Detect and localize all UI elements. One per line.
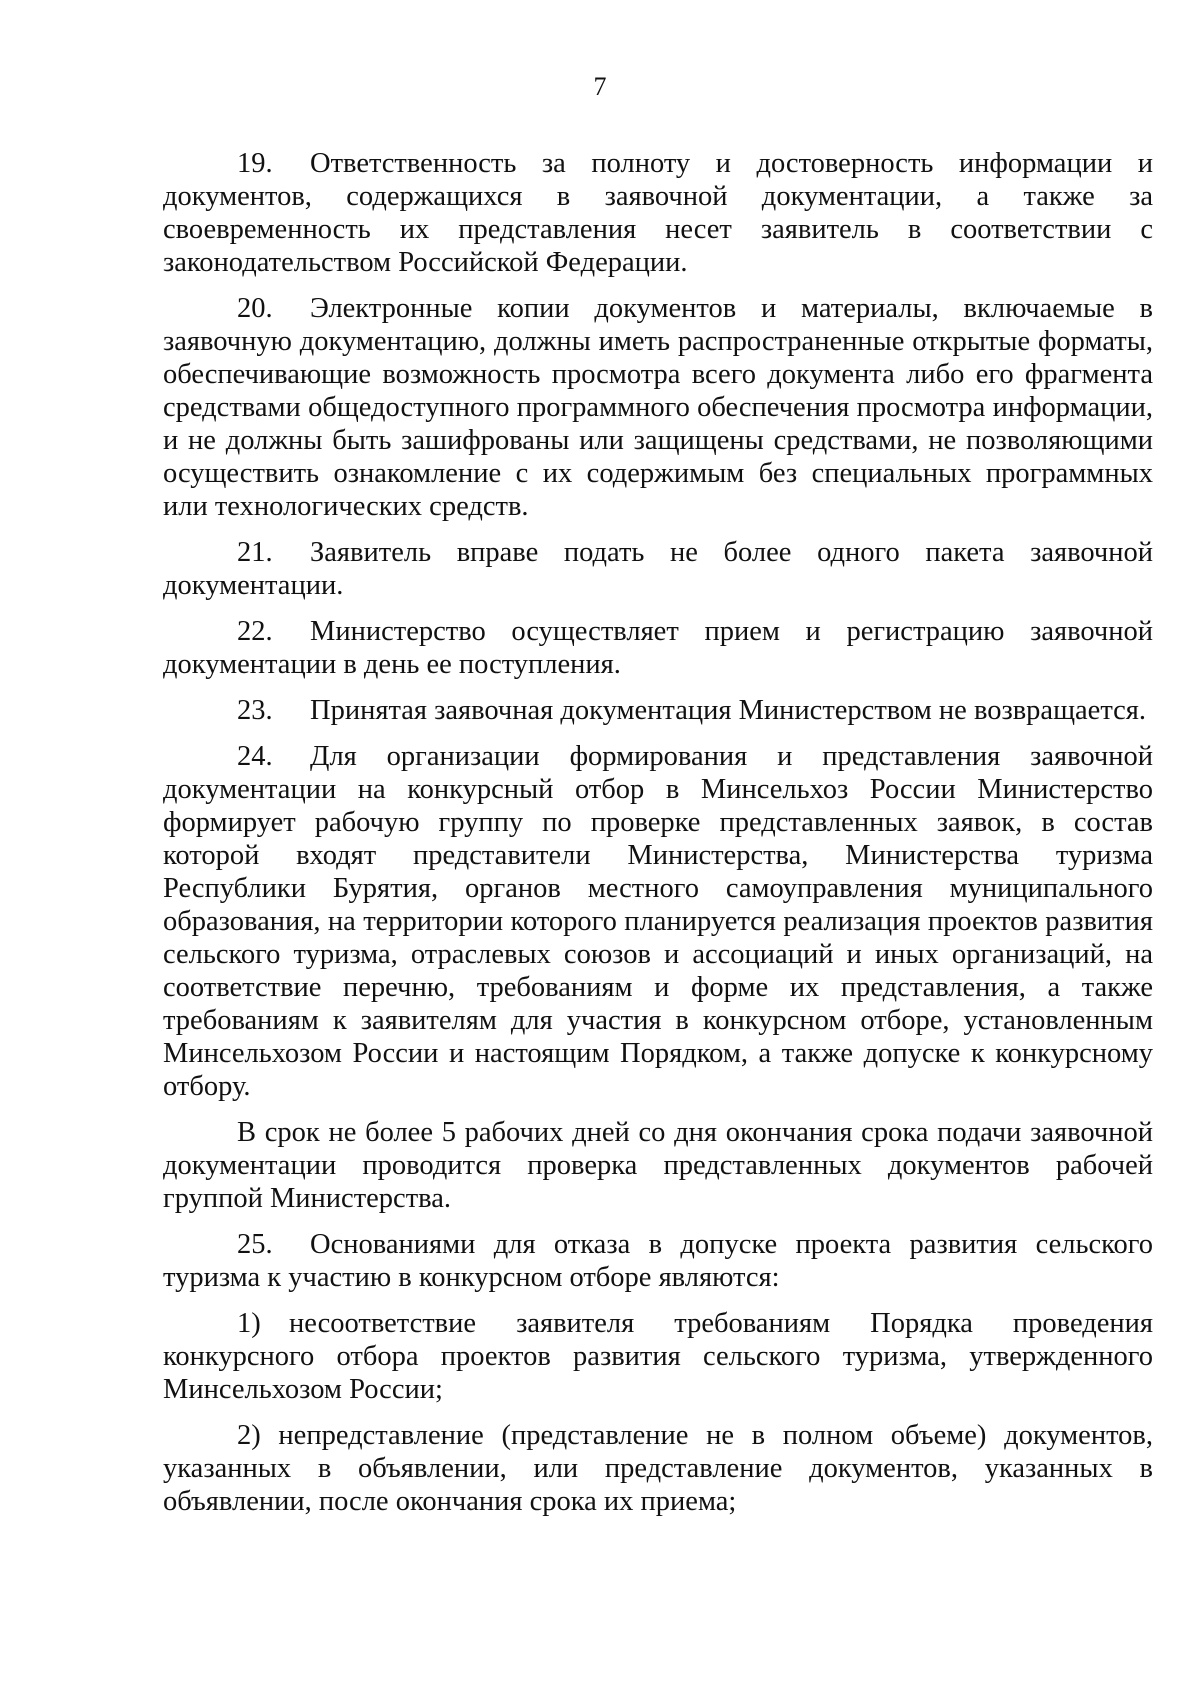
paragraph-number: 23. (237, 695, 273, 726)
list-item-text: несоответствие заявителя требованиям Порядка проведения конкурсного отбора проектов развития сельского туризма, утвержденного Минсельхозом России; (163, 1308, 1153, 1405)
paragraph-25 (163, 1228, 1153, 1294)
page-number: 7 (593, 72, 607, 101)
paragraph-21 (163, 536, 1153, 602)
paragraph-20 (163, 292, 1153, 523)
paragraph-number: 20. (237, 293, 273, 324)
paragraph-23 (163, 694, 1153, 727)
paragraph-number: 21. (237, 537, 273, 568)
paragraph-text: Министерство осуществляет прием и регистрацию заявочной документации в день ее поступления. (163, 616, 1153, 680)
paragraph-number: 24. (237, 741, 273, 772)
list-item-2 (163, 1419, 1153, 1518)
paragraph-number: 19. (237, 148, 273, 179)
paragraph-text: В срок не более 5 рабочих дней со дня окончания срока подачи заявочной документации проводится проверка представленных документов рабочей группой Министерства. (163, 1117, 1153, 1214)
paragraph-number: 22. (237, 616, 273, 647)
paragraph-24 (163, 740, 1153, 1103)
paragraph-text: Электронные копии документов и материалы, включаемые в заявочную документацию, должны иметь распространенные открытые форматы, обеспечивающие возможность просмотра всего документа либо его фрагмента средствами общедоступного программного обеспечения просмотра информации, и не должны быть зашифрованы или защищены средствами, не позволяющими осуществить ознакомление с их содержимым без специальных программных или технологических средств. (163, 293, 1153, 522)
paragraph-19 (163, 147, 1153, 279)
list-item-text: непредставление (представление не в полном объеме) документов, указанных в объявлении, или представление документов, указанных в объявлении, после окончания срока их приема; (163, 1420, 1153, 1517)
paragraph-number: 25. (237, 1229, 273, 1260)
document-body (163, 147, 1153, 1531)
paragraph-text: Заявитель вправе подать не более одного пакета заявочной документации. (163, 537, 1153, 601)
paragraph-22 (163, 615, 1153, 681)
paragraph-text: Ответственность за полноту и достоверность информации и документов, содержащихся в заявочной документации, а также за своевременность их представления несет заявитель в соответствии с законодательством Российской Федерации. (163, 148, 1153, 278)
paragraph-24-continued (163, 1116, 1153, 1215)
list-item-1 (163, 1307, 1153, 1406)
list-item-number: 2) (237, 1420, 261, 1451)
paragraph-text: Принятая заявочная документация Министерством не возвращается. (310, 695, 1147, 726)
paragraph-text: Для организации формирования и представления заявочной документации на конкурсный отбор в Минсельхоз России Министерство формирует рабочую группу по проверке представленных заявок, в состав которой входят представители Министерства, Министерства туризма Республики Бурятия, органов местного самоуправления муниципального образования, на территории которого планируется реализация проектов развития сельского туризма, отраслевых союзов и ассоциаций и иных организаций, на соответствие перечню, требованиям и форме их представления, а также требованиям к заявителям для участия в конкурсном отборе, установленным Минсельхозом России и настоящим Порядком, а также допуске к конкурсному отбору. (163, 741, 1153, 1102)
paragraph-text: Основаниями для отказа в допуске проекта развития сельского туризма к участию в конкурсном отборе являются: (163, 1229, 1153, 1293)
list-item-number: 1) (237, 1308, 261, 1339)
